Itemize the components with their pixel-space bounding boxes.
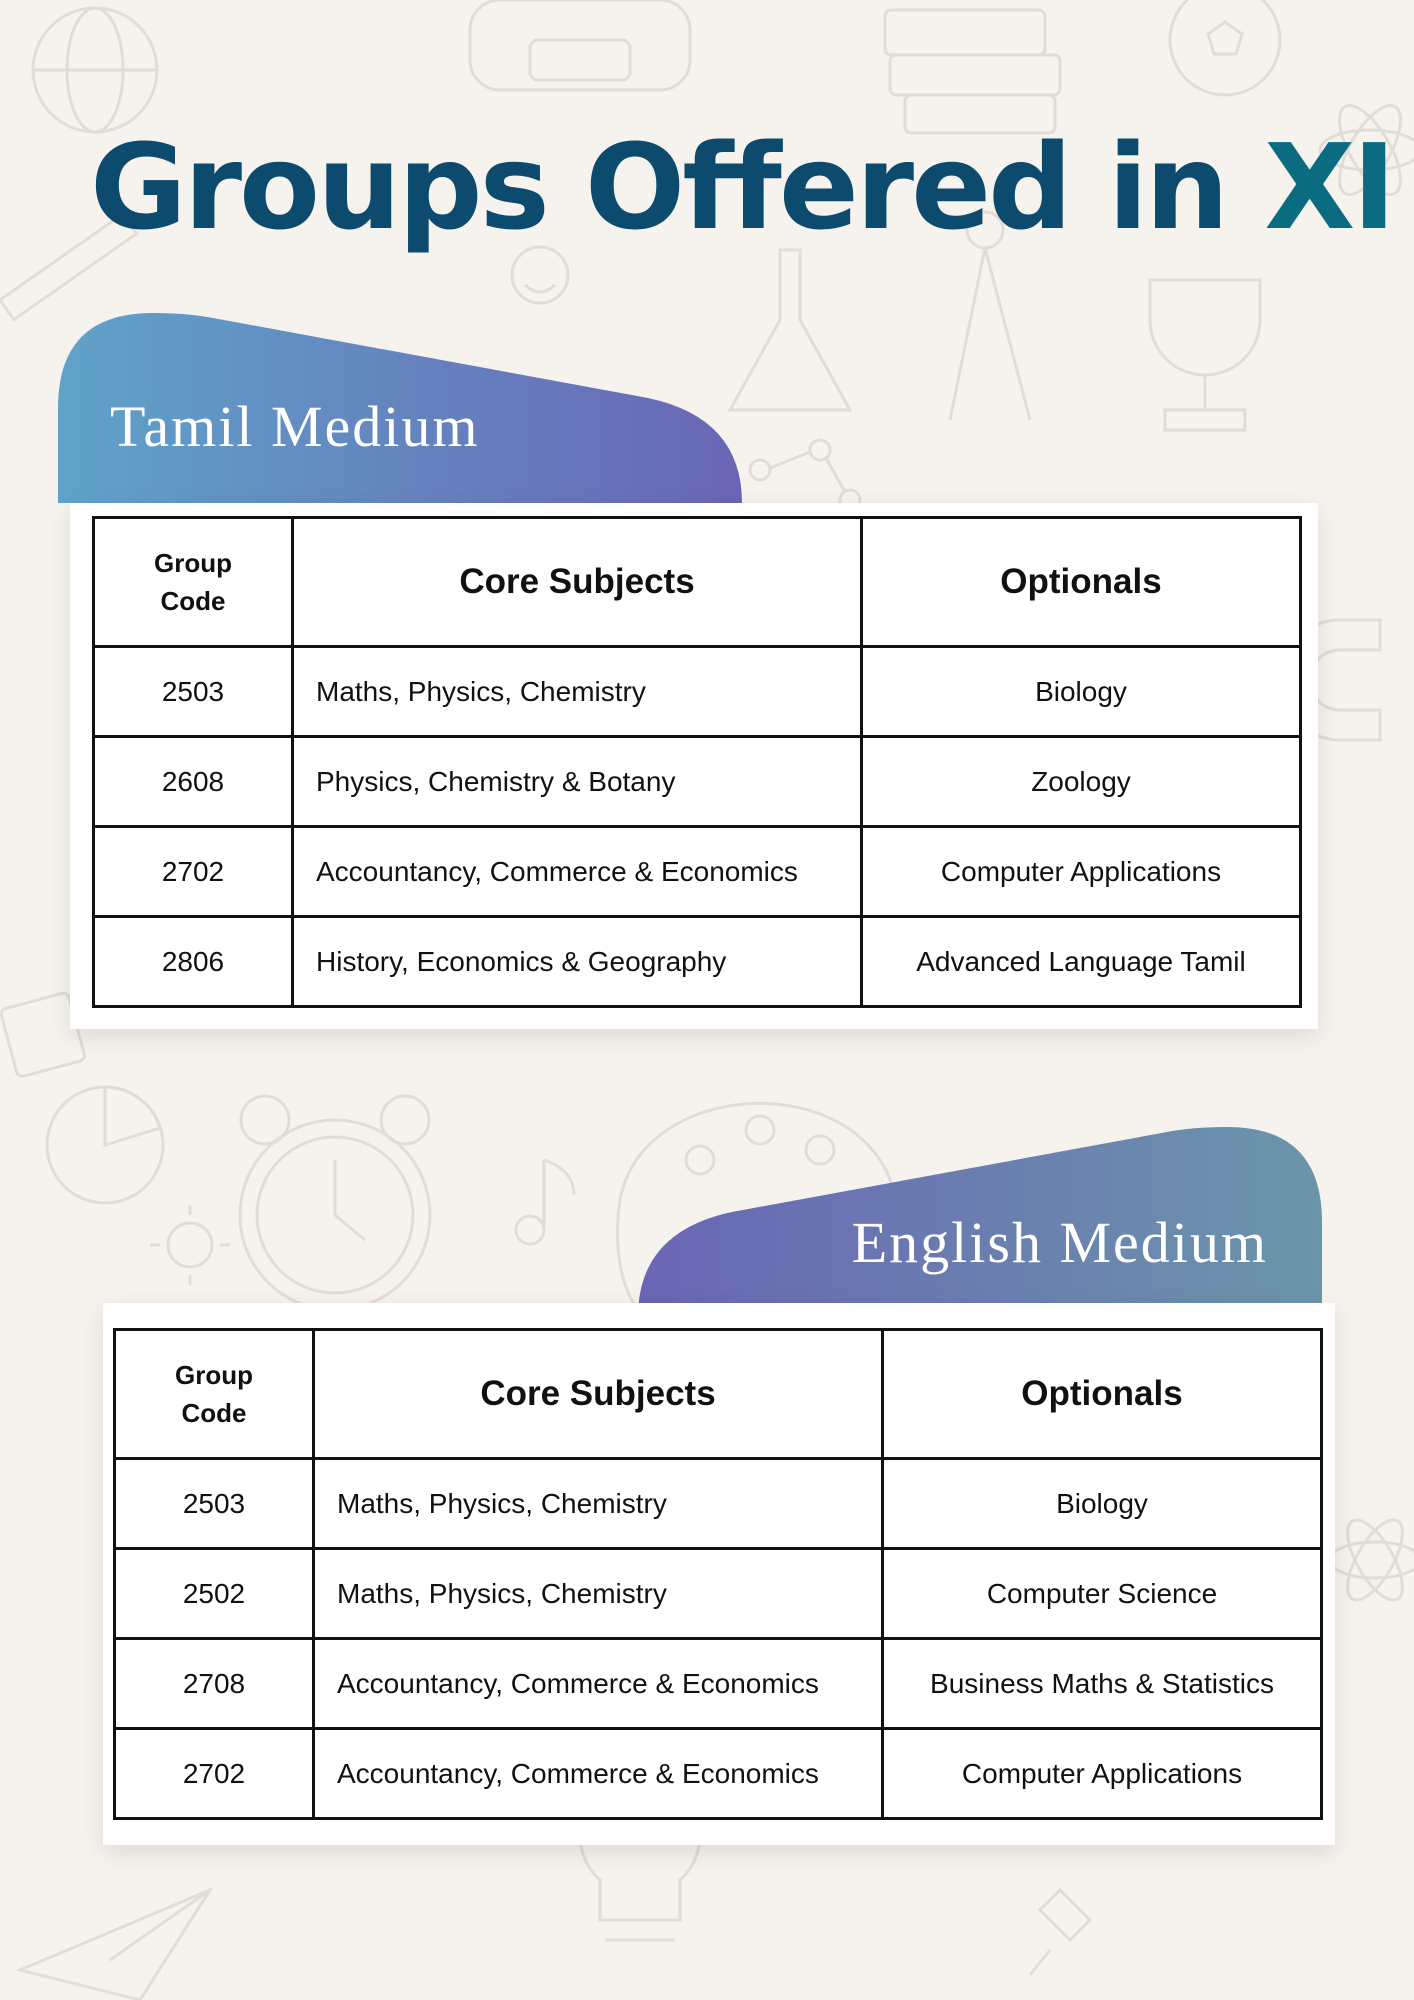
backpack-icon (470, 0, 690, 90)
group-code-cell: 2708 (115, 1639, 314, 1729)
optional-cell: Biology (862, 647, 1301, 737)
tamil-medium-label: Tamil Medium (110, 394, 480, 459)
core-subjects-cell: Physics, Chemistry & Botany (293, 737, 862, 827)
alarm-clock-icon (240, 1096, 430, 1310)
core-subjects-cell: Maths, Physics, Chemistry (314, 1459, 883, 1549)
group-code-cell: 2503 (94, 647, 293, 737)
header-optionals: Optionals (883, 1330, 1322, 1459)
paper-plane-icon (20, 1890, 210, 2000)
page-title-accent: XI (1264, 118, 1394, 256)
core-subjects-cell: Maths, Physics, Chemistry (314, 1549, 883, 1639)
music-note-icon (516, 1160, 574, 1244)
optional-cell: Computer Science (883, 1549, 1322, 1639)
pushpin-icon (1030, 1890, 1090, 1975)
optional-cell: Advanced Language Tamil (862, 917, 1301, 1007)
header-optionals: Optionals (862, 518, 1301, 647)
globe-icon (33, 8, 157, 132)
english-medium-table (113, 1328, 1323, 1820)
pie-chart-icon (47, 1087, 163, 1203)
core-subjects-cell: Accountancy, Commerce & Economics (314, 1729, 883, 1819)
core-subjects-cell: Accountancy, Commerce & Economics (293, 827, 862, 917)
optional-cell: Zoology (862, 737, 1301, 827)
group-code-cell: 2702 (94, 827, 293, 917)
table-row (94, 737, 1301, 827)
core-subjects-cell: Maths, Physics, Chemistry (293, 647, 862, 737)
books-icon (885, 10, 1060, 133)
table-row (94, 827, 1301, 917)
table-header-row (94, 518, 1301, 647)
optional-cell: Computer Applications (883, 1729, 1322, 1819)
group-code-cell: 2608 (94, 737, 293, 827)
page-title-main: Groups Offered in (90, 118, 1227, 256)
header-core-subjects: Core Subjects (314, 1330, 883, 1459)
group-code-cell: 2503 (115, 1459, 314, 1549)
page-title (90, 118, 1393, 256)
english-medium-label: English Medium (851, 1210, 1268, 1275)
trophy-icon (1150, 280, 1260, 430)
english-medium-banner (638, 1127, 1322, 1317)
table-row (94, 647, 1301, 737)
optional-cell: Computer Applications (862, 827, 1301, 917)
table-row (115, 1459, 1322, 1549)
group-code-cell: 2806 (94, 917, 293, 1007)
table-row (94, 917, 1301, 1007)
english-medium-card (103, 1303, 1335, 1845)
header-core-subjects: Core Subjects (293, 518, 862, 647)
flask-icon (730, 250, 850, 410)
optional-cell: Biology (883, 1459, 1322, 1549)
atom-icon (1330, 1512, 1414, 1608)
core-subjects-cell: History, Economics & Geography (293, 917, 862, 1007)
tamil-medium-card (70, 503, 1318, 1029)
table-row (115, 1549, 1322, 1639)
table-row (115, 1639, 1322, 1729)
optional-cell: Business Maths & Statistics (883, 1639, 1322, 1729)
soccer-ball-icon (1170, 0, 1280, 95)
header-group-code: Group Code (115, 1330, 314, 1459)
sun-icon (150, 1205, 230, 1285)
table-header-row (115, 1330, 1322, 1459)
core-subjects-cell: Accountancy, Commerce & Economics (314, 1639, 883, 1729)
group-code-cell: 2502 (115, 1549, 314, 1639)
group-code-cell: 2702 (115, 1729, 314, 1819)
header-group-code: Group Code (94, 518, 293, 647)
tamil-medium-table (92, 516, 1302, 1008)
tamil-medium-banner (58, 313, 742, 503)
table-row (115, 1729, 1322, 1819)
